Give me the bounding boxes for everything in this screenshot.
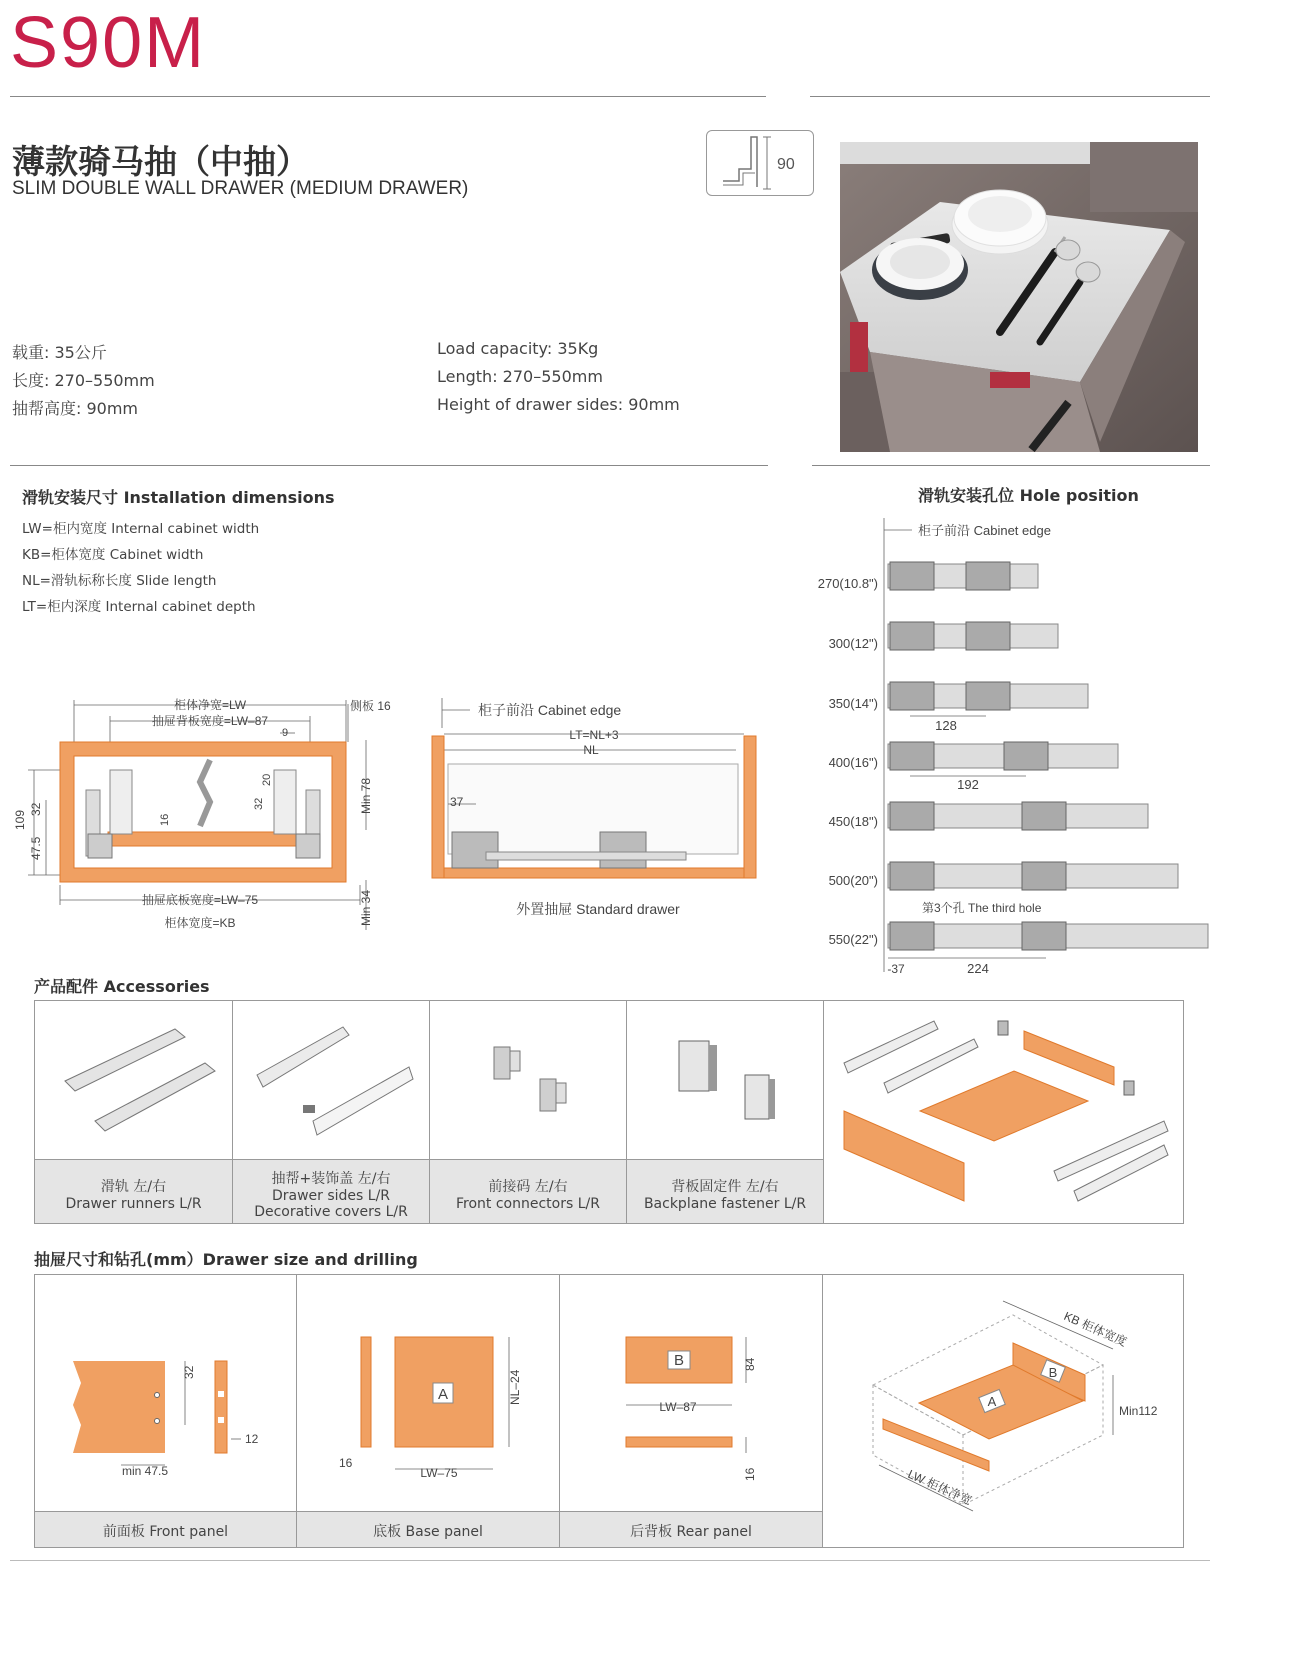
- footer-rule: [10, 1560, 1210, 1561]
- header-rule-right: [810, 96, 1210, 97]
- base-panel-drawing: [297, 1275, 560, 1511]
- section-rule-right: [812, 465, 1210, 466]
- svg-text:NL–24: NL–24: [508, 1369, 522, 1405]
- legend-nl: NL=滑轨标称长度 Slide length: [22, 573, 217, 589]
- accessory-exploded-view: [824, 1001, 1184, 1223]
- drilling-table: [34, 1274, 1184, 1548]
- svg-text:侧板 16: 侧板 16: [350, 699, 391, 713]
- legend-kb: KB=柜体宽度 Cabinet width: [22, 547, 204, 563]
- hole-title: 滑轨安装孔位 Hole position: [918, 486, 1139, 505]
- product-title-en: SLIM DOUBLE WALL DRAWER (MEDIUM DRAWER): [12, 178, 469, 199]
- drawer-sides-illustration: [233, 1001, 430, 1157]
- svg-text:224: 224: [967, 961, 989, 976]
- svg-text:84: 84: [743, 1357, 757, 1371]
- svg-text:9: 9: [282, 727, 289, 739]
- product-photo: [840, 142, 1198, 452]
- front-panel-drawing: [35, 1275, 297, 1511]
- svg-text:109: 109: [13, 809, 27, 830]
- svg-text:300(12"): 300(12"): [828, 636, 878, 651]
- spec-en-length: Length: 270–550mm: [437, 367, 603, 386]
- drawer-runners-illustration: [35, 1001, 233, 1157]
- svg-text:Min 78: Min 78: [359, 777, 373, 814]
- svg-text:350(14"): 350(14"): [828, 696, 878, 711]
- section-rule-left: [10, 465, 768, 466]
- svg-text:柜子前沿 Cabinet edge: 柜子前沿 Cabinet edge: [478, 702, 622, 718]
- svg-text:B: B: [673, 1352, 685, 1369]
- spec-en-load: Load capacity: 35Kg: [437, 339, 599, 358]
- backplane-fastener-illustration: [627, 1001, 824, 1157]
- svg-text:16: 16: [339, 1456, 353, 1470]
- svg-text:柜体净宽=LW: 柜体净宽=LW: [173, 698, 247, 712]
- spec-en-height: Height of drawer sides: 90mm: [437, 395, 680, 414]
- svg-text:37: 37: [450, 795, 464, 809]
- svg-text:LW 柜体净宽: LW 柜体净宽: [905, 1466, 975, 1508]
- svg-text:90: 90: [777, 156, 795, 173]
- hole-position-diagram: [806, 512, 1226, 982]
- svg-text:12: 12: [245, 1432, 259, 1446]
- svg-text:抽屉底板宽度=LW–75: 抽屉底板宽度=LW–75: [141, 893, 259, 907]
- accessory-drawer-sides: 抽帮+装饰盖 左/右 Drawer sides L/R Decorative covers L/R: [233, 1001, 430, 1223]
- svg-text:抽屉背板宽度=LW–87: 抽屉背板宽度=LW–87: [151, 714, 269, 728]
- svg-text:20: 20: [261, 773, 273, 786]
- install-title: 滑轨安装尺寸 Installation dimensions: [22, 488, 335, 507]
- accessory-front-connectors: 前接码 左/右 Front connectors L/R: [430, 1001, 627, 1223]
- svg-text:32: 32: [253, 797, 265, 810]
- product-title-cn: 薄款骑马抽（中抽）: [12, 142, 309, 181]
- svg-text:LW–87: LW–87: [659, 1400, 697, 1414]
- accessories-title: 产品配件 Accessories: [34, 977, 210, 996]
- svg-text:550(22"): 550(22"): [828, 932, 878, 947]
- svg-text:第3个孔 The third hole: 第3个孔 The third hole: [922, 901, 1042, 915]
- svg-text:450(18"): 450(18"): [828, 814, 878, 829]
- spec-cn-height: 抽帮高度: 90mm: [12, 399, 139, 418]
- height-badge: [706, 130, 814, 196]
- accessory-backplane-fastener: 背板固定件 左/右 Backplane fastener L/R: [627, 1001, 824, 1223]
- exploded-drawer-illustration: [824, 1001, 1184, 1223]
- svg-text:192: 192: [957, 777, 979, 792]
- svg-text:16: 16: [743, 1467, 757, 1481]
- svg-text:KB 柜体宽度: KB 柜体宽度: [1061, 1308, 1129, 1350]
- svg-text:16: 16: [159, 813, 171, 826]
- spec-cn-load: 载重: 35公斤: [12, 343, 107, 362]
- svg-text:32: 32: [182, 1365, 196, 1379]
- svg-text:400(16"): 400(16"): [828, 755, 878, 770]
- svg-text:47.5: 47.5: [29, 836, 43, 860]
- accessories-table: [34, 1000, 1184, 1224]
- svg-text:LT=NL+3: LT=NL+3: [569, 728, 619, 742]
- rear-panel-drawing: [560, 1275, 823, 1511]
- legend-lt: LT=柜内深度 Internal cabinet depth: [22, 599, 256, 615]
- front-panel-cell: 32 12 min 47.5 前面板 Front panel: [35, 1275, 297, 1547]
- svg-text:NL: NL: [583, 743, 599, 757]
- svg-text:B: B: [1048, 1365, 1058, 1380]
- svg-text:500(20"): 500(20"): [828, 873, 878, 888]
- svg-text:Min 34: Min 34: [359, 889, 373, 926]
- svg-text:Min112: Min112: [1119, 1404, 1158, 1418]
- base-panel-cell: A NL–24 16 LW–75 底板 Base panel: [297, 1275, 560, 1547]
- front-connectors-illustration: [430, 1001, 627, 1157]
- model-number: S90M: [10, 3, 207, 83]
- svg-text:32: 32: [29, 802, 43, 816]
- spec-cn-length: 长度: 270–550mm: [12, 371, 155, 390]
- svg-text:min 47.5: min 47.5: [121, 1464, 169, 1478]
- drawer-profile-icon: [707, 131, 815, 197]
- accessory-drawer-runners: 滑轨 左/右 Drawer runners L/R: [35, 1001, 233, 1223]
- legend-lw: LW=柜内宽度 Internal cabinet width: [22, 521, 260, 537]
- svg-text:LW–75: LW–75: [420, 1466, 458, 1480]
- drawer-photo-illustration: [840, 142, 1198, 452]
- header-rule-left: [10, 96, 766, 97]
- iso-drawer-drawing: [823, 1275, 1184, 1547]
- svg-text:270(10.8"): 270(10.8"): [817, 576, 878, 591]
- rear-panel-cell: B 84 LW–87 16 后背板 Rear panel: [560, 1275, 823, 1547]
- svg-text:外置抽屉 Standard drawer: 外置抽屉 Standard drawer: [516, 901, 680, 917]
- svg-text:柜体宽度=KB: 柜体宽度=KB: [164, 916, 236, 930]
- svg-text:A: A: [987, 1394, 997, 1409]
- svg-text:-37: -37: [887, 962, 905, 976]
- svg-text:柜子前沿 Cabinet edge: 柜子前沿 Cabinet edge: [918, 523, 1051, 538]
- svg-text:128: 128: [935, 718, 957, 733]
- iso-view-cell: [823, 1275, 1184, 1547]
- svg-text:A: A: [437, 1386, 449, 1403]
- drilling-title: 抽屉尺寸和钻孔(mm）Drawer size and drilling: [34, 1250, 418, 1269]
- side-install-diagram: [426, 692, 766, 922]
- front-install-diagram: [10, 690, 410, 940]
